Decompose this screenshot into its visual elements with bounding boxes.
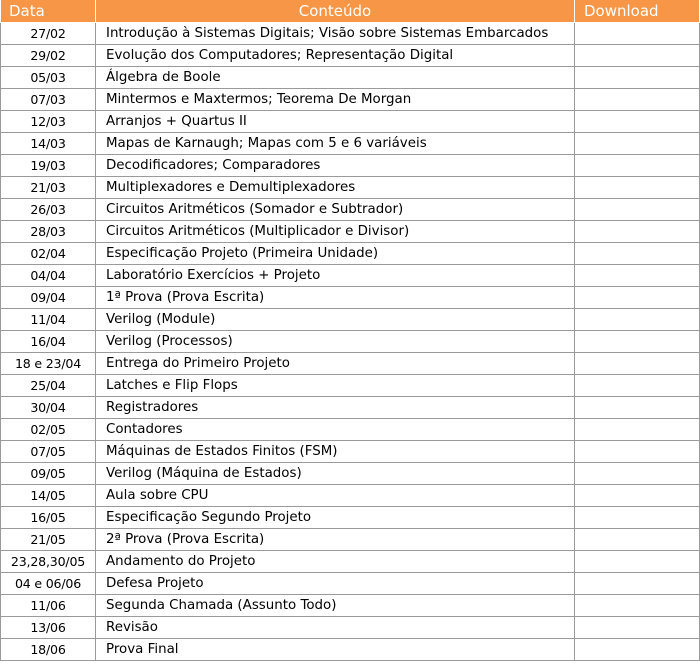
row-content: Multiplexadores e Demultiplexadores: [96, 177, 575, 199]
row-content: Revisão: [96, 617, 575, 639]
row-download[interactable]: [575, 67, 700, 89]
table-row: [1, 419, 700, 441]
row-date: 27/02: [1, 23, 96, 45]
row-content: Laboratório Exercícios + Projeto: [96, 265, 575, 287]
row-download[interactable]: [575, 639, 700, 661]
row-download[interactable]: [575, 287, 700, 309]
row-content: Registradores: [96, 397, 575, 419]
row-date: 21/05: [1, 529, 96, 551]
row-date: 16/05: [1, 507, 96, 529]
row-date: 13/06: [1, 617, 96, 639]
row-content: Verilog (Processos): [96, 331, 575, 353]
table-row: [1, 265, 700, 287]
header-row: [1, 0, 700, 23]
row-content: Decodificadores; Comparadores: [96, 155, 575, 177]
row-date: 11/04: [1, 309, 96, 331]
row-download[interactable]: [575, 441, 700, 463]
table-row: [1, 133, 700, 155]
row-date: 09/05: [1, 463, 96, 485]
table-row: [1, 573, 700, 595]
table-row: [1, 309, 700, 331]
row-date: 04 e 06/06: [1, 573, 96, 595]
row-download[interactable]: [575, 199, 700, 221]
header-content: Conteúdo: [96, 0, 575, 23]
row-content: Circuitos Aritméticos (Multiplicador e Divisor): [96, 221, 575, 243]
table-row: [1, 639, 700, 661]
row-content: Máquinas de Estados Finitos (FSM): [96, 441, 575, 463]
row-content: Verilog (Máquina de Estados): [96, 463, 575, 485]
row-content: Mapas de Karnaugh; Mapas com 5 e 6 variáveis: [96, 133, 575, 155]
table-row: [1, 617, 700, 639]
row-content: Defesa Projeto: [96, 573, 575, 595]
row-download[interactable]: [575, 331, 700, 353]
table-row: [1, 463, 700, 485]
row-date: 18/06: [1, 639, 96, 661]
row-download[interactable]: [575, 111, 700, 133]
row-content: Álgebra de Boole: [96, 67, 575, 89]
row-content: Segunda Chamada (Assunto Todo): [96, 595, 575, 617]
row-date: 23,28,30/05: [1, 551, 96, 573]
row-date: 28/03: [1, 221, 96, 243]
row-date: 04/04: [1, 265, 96, 287]
row-download[interactable]: [575, 133, 700, 155]
table-row: [1, 375, 700, 397]
row-date: 14/05: [1, 485, 96, 507]
table-row: [1, 507, 700, 529]
row-download[interactable]: [575, 595, 700, 617]
row-download[interactable]: [575, 551, 700, 573]
table-row: [1, 551, 700, 573]
row-date: 16/04: [1, 331, 96, 353]
row-date: 18 e 23/04: [1, 353, 96, 375]
row-date: 25/04: [1, 375, 96, 397]
row-download[interactable]: [575, 485, 700, 507]
header-date: Data: [1, 0, 96, 23]
table-row: [1, 485, 700, 507]
table-row: [1, 595, 700, 617]
row-download[interactable]: [575, 221, 700, 243]
table-row: [1, 331, 700, 353]
row-download[interactable]: [575, 23, 700, 45]
row-download[interactable]: [575, 419, 700, 441]
table-row: [1, 529, 700, 551]
table-row: [1, 177, 700, 199]
row-date: 02/05: [1, 419, 96, 441]
row-download[interactable]: [575, 265, 700, 287]
row-date: 11/06: [1, 595, 96, 617]
row-content: Latches e Flip Flops: [96, 375, 575, 397]
row-content: Andamento do Projeto: [96, 551, 575, 573]
row-content: Aula sobre CPU: [96, 485, 575, 507]
table-row: [1, 243, 700, 265]
row-content: Contadores: [96, 419, 575, 441]
row-content: Prova Final: [96, 639, 575, 661]
row-download[interactable]: [575, 617, 700, 639]
table-row: [1, 23, 700, 45]
row-content: Especificação Segundo Projeto: [96, 507, 575, 529]
row-download[interactable]: [575, 243, 700, 265]
table-row: [1, 397, 700, 419]
table-row: [1, 221, 700, 243]
row-download[interactable]: [575, 155, 700, 177]
row-download[interactable]: [575, 375, 700, 397]
row-content: 1ª Prova (Prova Escrita): [96, 287, 575, 309]
row-download[interactable]: [575, 309, 700, 331]
row-content: Evolução dos Computadores; Representação Digital: [96, 45, 575, 67]
row-download[interactable]: [575, 177, 700, 199]
row-date: 26/03: [1, 199, 96, 221]
table-body: [1, 23, 700, 661]
row-content: Arranjos + Quartus II: [96, 111, 575, 133]
row-download[interactable]: [575, 507, 700, 529]
table-row: [1, 155, 700, 177]
row-content: 2ª Prova (Prova Escrita): [96, 529, 575, 551]
row-date: 07/05: [1, 441, 96, 463]
row-download[interactable]: [575, 463, 700, 485]
row-content: Entrega do Primeiro Projeto: [96, 353, 575, 375]
table-row: [1, 89, 700, 111]
table-row: [1, 67, 700, 89]
row-date: 09/04: [1, 287, 96, 309]
table-row: [1, 111, 700, 133]
row-download[interactable]: [575, 397, 700, 419]
row-date: 30/04: [1, 397, 96, 419]
table-row: [1, 199, 700, 221]
table-row: [1, 353, 700, 375]
row-date: 19/03: [1, 155, 96, 177]
row-content: Circuitos Aritméticos (Somador e Subtrador): [96, 199, 575, 221]
row-content: Mintermos e Maxtermos; Teorema De Morgan: [96, 89, 575, 111]
row-date: 29/02: [1, 45, 96, 67]
row-date: 12/03: [1, 111, 96, 133]
table-row: [1, 287, 700, 309]
row-date: 05/03: [1, 67, 96, 89]
row-download[interactable]: [575, 45, 700, 67]
row-download[interactable]: [575, 89, 700, 111]
table-header: [1, 0, 700, 23]
row-content: Verilog (Module): [96, 309, 575, 331]
row-download[interactable]: [575, 353, 700, 375]
row-date: 14/03: [1, 133, 96, 155]
table-row: [1, 45, 700, 67]
row-date: 02/04: [1, 243, 96, 265]
row-date: 21/03: [1, 177, 96, 199]
row-content: Introdução à Sistemas Digitais; Visão sobre Sistemas Embarcados: [96, 23, 575, 45]
table-row: [1, 441, 700, 463]
row-date: 07/03: [1, 89, 96, 111]
row-download[interactable]: [575, 529, 700, 551]
row-content: Especificação Projeto (Primeira Unidade): [96, 243, 575, 265]
row-download[interactable]: [575, 573, 700, 595]
header-download: Download: [575, 0, 700, 23]
